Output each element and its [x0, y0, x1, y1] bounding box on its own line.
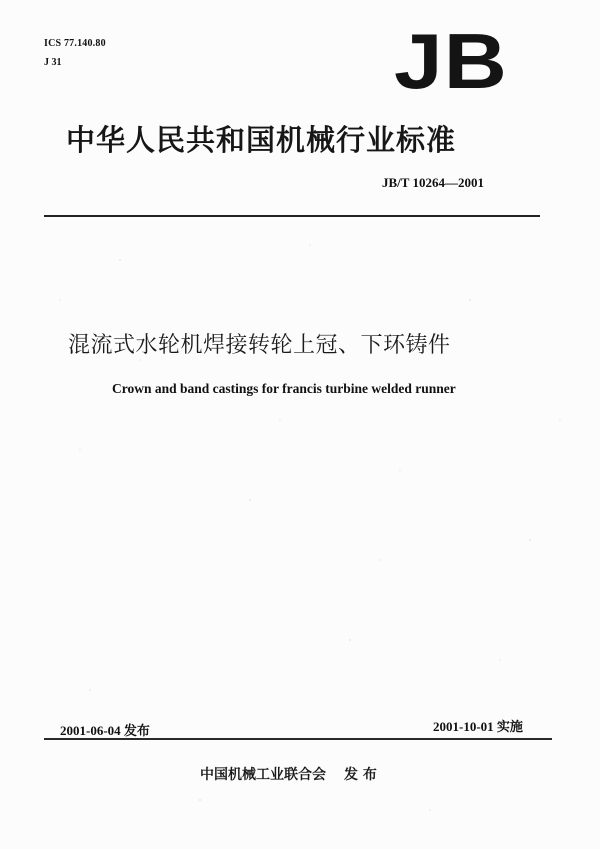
issue-date: 2001-06-04 发布 — [60, 723, 150, 738]
ics-code: ICS 77.140.80 — [44, 38, 106, 49]
jb-logo: JB — [394, 17, 508, 105]
publish-label: 发 布 — [344, 767, 377, 783]
chinese-title: 混流式水轮机焊接转轮上冠、下环铸件 — [68, 333, 451, 358]
english-title: Crown and band castings for francis turbine welded runner — [112, 381, 456, 396]
standard-number: JB/T 10264—2001 — [382, 175, 484, 190]
category-code: J 31 — [44, 57, 62, 68]
implementation-date: 2001-10-01 实施 — [433, 719, 523, 734]
footer-divider — [44, 738, 552, 740]
publisher — [200, 764, 377, 784]
organization-title: 中华人民共和国机械行业标准 — [66, 123, 457, 157]
header-divider — [44, 215, 540, 217]
publisher-name: 中国机械工业联合会 — [200, 767, 326, 783]
